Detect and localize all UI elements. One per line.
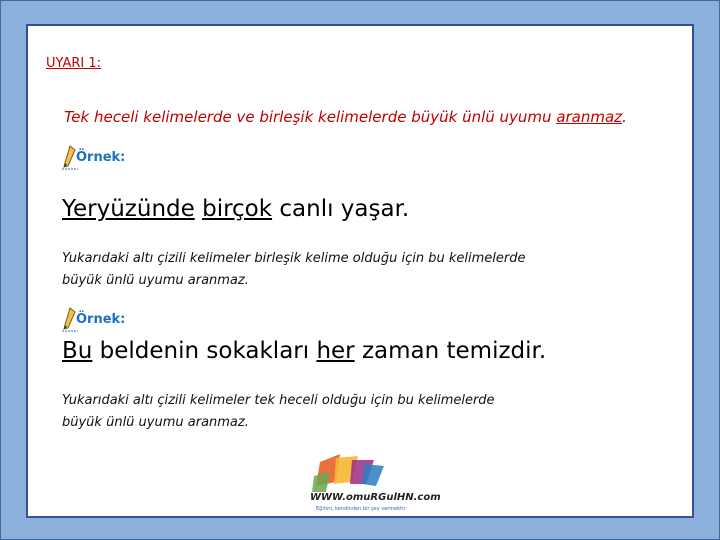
- sentence-word: canlı yaşar.: [272, 196, 410, 222]
- example-badge-label: Örnek:: [76, 312, 126, 327]
- sentence-word-underlined: birçok: [202, 196, 273, 222]
- example-note-1: [62, 248, 622, 292]
- example-badge-1: [62, 144, 130, 170]
- sentence-word: beldenin sokakları: [92, 338, 317, 364]
- example-badge-label: Örnek:: [76, 150, 126, 165]
- logo-site-text: WWW.omuRGulHN.com: [310, 492, 441, 503]
- rule-text-main: Tek heceli kelimelerde ve birleşik kelimelerde büyük ünlü uyumu: [64, 108, 557, 126]
- sentence-word-underlined: Bu: [62, 338, 93, 364]
- rule-text-underlined: aranmaz: [556, 108, 623, 126]
- sentence-word-underlined: Yeryüzünde: [62, 196, 195, 222]
- sentence-word: zaman temizdir.: [354, 338, 547, 364]
- warning-title: UYARI 1:: [46, 56, 101, 71]
- sentence-word-underlined: her: [316, 338, 355, 364]
- logo-tagline: Eğitim, kendinden bir şey vermektir: [316, 506, 406, 512]
- note-line: Yukarıdaki altı çizili kelimeler tek heceli olduğu için bu kelimelerde: [62, 393, 495, 408]
- note-line: büyük ünlü uyumu aranmaz.: [62, 273, 249, 288]
- site-logo: [306, 452, 446, 514]
- rule-text: [64, 108, 627, 126]
- note-line: büyük ünlü uyumu aranmaz.: [62, 415, 249, 430]
- sentence-word: [195, 196, 202, 222]
- logo-mark-icon: [306, 452, 446, 514]
- example-sentence-2: [62, 338, 546, 364]
- example-note-2: [62, 390, 622, 434]
- rule-text-suffix: .: [622, 108, 627, 126]
- slide-content: [26, 24, 694, 518]
- example-badge-2: [62, 306, 130, 332]
- example-sentence-1: [62, 196, 409, 222]
- note-line: Yukarıdaki altı çizili kelimeler birleşik kelime olduğu için bu kelimelerde: [62, 251, 526, 266]
